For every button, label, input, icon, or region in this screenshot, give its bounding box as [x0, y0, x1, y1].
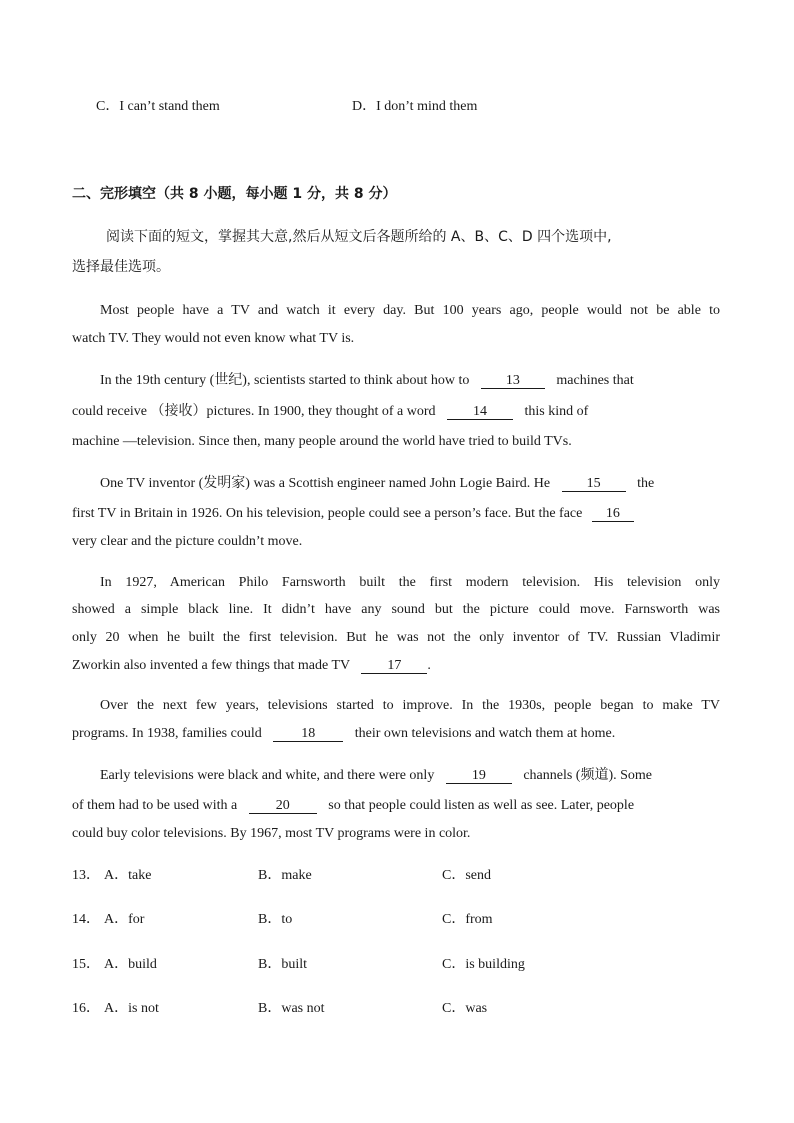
instruction-line-1: 阅读下面的短文，掌握其大意,然后从短文后各题所给的 A、B、C、D 四个选项中,	[106, 229, 612, 245]
passage-text: channels (频道). Some	[523, 768, 653, 783]
blank-17: 17	[361, 658, 427, 674]
option-c[interactable]: C．was	[442, 1001, 488, 1016]
passage-p6-line1	[100, 767, 652, 785]
blank-13: 13	[481, 373, 545, 389]
passage-p3-line2	[72, 505, 634, 523]
passage-p1-line2: watch TV. They would not even know what TV is.	[72, 331, 355, 346]
passage-text: so that people could listen as well as see. Later, people	[328, 798, 635, 813]
passage-p3-line1	[100, 475, 654, 493]
passage-p1-line1: Most people have a TV and watch it every day. But 100 years ago, people would not be able to	[100, 303, 720, 318]
passage-p5-line2	[72, 725, 615, 743]
passage-p4-line1: In 1927, American Philo Farnsworth built the first modern television. His television only	[100, 575, 720, 590]
passage-p2-line3: machine —television. Since then, many people around the world have tried to build TVs.	[72, 434, 572, 449]
passage-text: In the 19th century (世纪), scientists started to think about how to	[100, 373, 470, 388]
option-c[interactable]: C．is building	[442, 957, 525, 972]
passage-text: machines that	[556, 373, 634, 388]
passage-text: this kind of	[524, 404, 589, 419]
passage-p6-line2	[72, 797, 634, 815]
option-c-prev: C．I can’t stand them	[96, 99, 220, 114]
blank-15: 15	[562, 476, 626, 492]
question-number: 15．	[72, 957, 100, 972]
passage-p4-line3: only 20 when he built the first television. But he was not the only inventor of TV. Russian Vladimir	[72, 630, 720, 645]
option-d-prev: D．I don’t mind them	[352, 99, 478, 114]
blank-19: 19	[446, 768, 512, 784]
passage-p4-line4	[72, 657, 431, 675]
option-a[interactable]: A．for	[104, 912, 145, 927]
passage-p5-line1: Over the next few years, televisions started to improve. In the 1930s, people began to make TV	[100, 698, 720, 713]
option-c[interactable]: C．send	[442, 868, 491, 883]
passage-text: could receive （接收）pictures. In 1900, they thought of a word	[72, 404, 436, 419]
question-number: 13．	[72, 868, 100, 883]
option-b[interactable]: B．to	[258, 912, 293, 927]
blank-18: 18	[273, 726, 343, 742]
passage-p3-line3: very clear and the picture couldn’t move.	[72, 534, 303, 549]
option-b[interactable]: B．was not	[258, 1001, 325, 1016]
passage-text: programs. In 1938, families could	[72, 726, 262, 741]
option-a[interactable]: A．is not	[104, 1001, 159, 1016]
section-title: 二、完形填空（共 8 小题，每小题 1 分，共 8 分）	[72, 186, 397, 202]
blank-14: 14	[447, 404, 513, 420]
option-b[interactable]: B．built	[258, 957, 308, 972]
option-a[interactable]: A．take	[104, 868, 152, 883]
passage-text: .	[427, 658, 431, 673]
blank-20: 20	[249, 798, 317, 814]
option-c[interactable]: C．from	[442, 912, 493, 927]
passage-text: of them had to be used with a	[72, 798, 238, 813]
question-number: 14．	[72, 912, 100, 927]
passage-text: Zworkin also invented a few things that made TV	[72, 658, 350, 673]
blank-16: 16	[592, 506, 634, 522]
question-number: 16．	[72, 1001, 100, 1016]
passage-text: first TV in Britain in 1926. On his television, people could see a person’s face. But the face	[72, 506, 583, 521]
passage-text: One TV inventor (发明家) was a Scottish engineer named John Logie Baird. He	[100, 476, 551, 491]
instruction-line-2: 选择最佳选项。	[72, 259, 170, 275]
passage-text: the	[637, 476, 655, 491]
passage-p2-line1	[100, 372, 634, 390]
passage-text: Early televisions were black and white, and there were only	[100, 768, 435, 783]
passage-p4-line2: showed a simple black line. It didn’t have any sound but the picture could move. Farnsworth was	[72, 602, 720, 617]
option-b[interactable]: B．make	[258, 868, 312, 883]
option-a[interactable]: A．build	[104, 957, 157, 972]
passage-text: their own televisions and watch them at home.	[354, 726, 616, 741]
passage-p6-line3: could buy color televisions. By 1967, most TV programs were in color.	[72, 826, 471, 841]
passage-p2-line2	[72, 403, 588, 421]
